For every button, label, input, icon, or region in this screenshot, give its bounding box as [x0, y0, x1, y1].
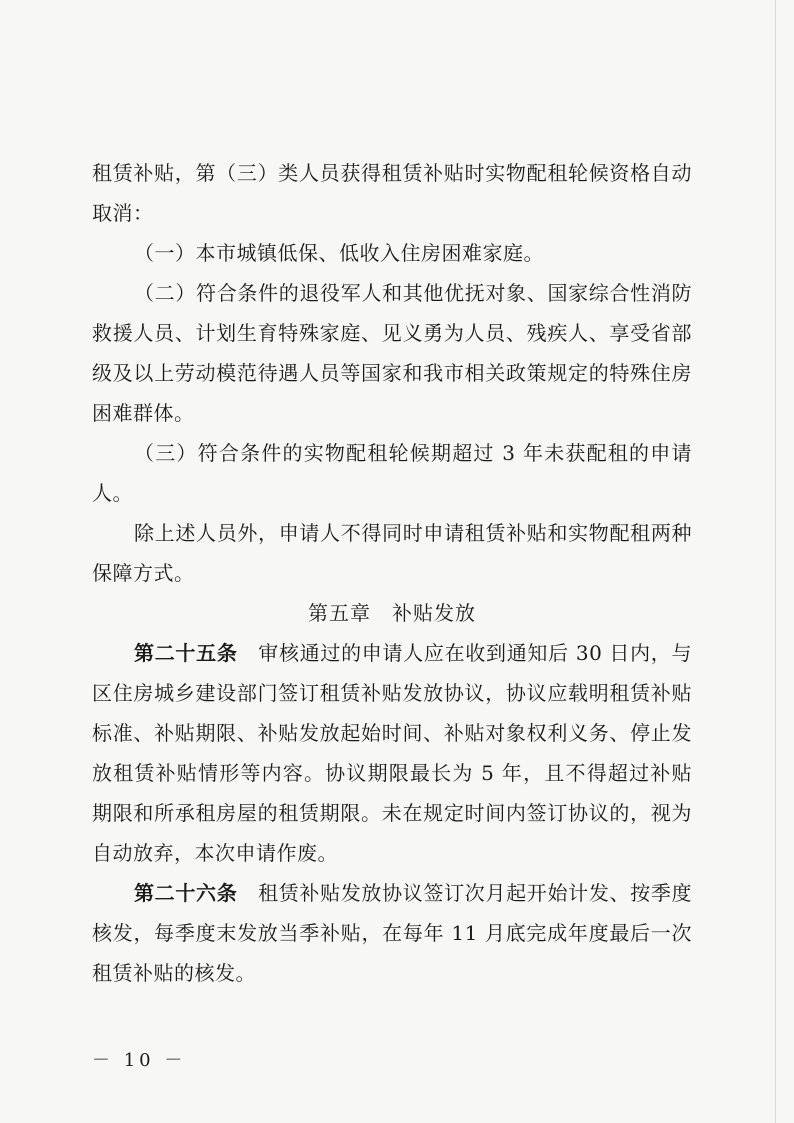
- paragraph-exclusion: 除上述人员外，申请人不得同时申请租赁补贴和实物配租两种保障方式。: [92, 521, 692, 585]
- scan-edge-line: [775, 0, 776, 1123]
- paragraph-item-2: （二）符合条件的退役军人和其他优抚对象、国家综合性消防救援人员、计划生育特殊家庭、见义勇为人员、残疾人、享受省部级及以上劳动模范待遇人员等国家和我市相关政策规定的特殊住房困难群体。: [92, 281, 692, 425]
- paragraph-continuation: 租赁补贴，第（三）类人员获得租赁补贴时实物配租轮候资格自动取消：: [92, 161, 692, 225]
- paragraph-item-1: （一）本市城镇低保、低收入住房困难家庭。: [134, 241, 544, 265]
- paragraph-item-3: （三）符合条件的实物配租轮候期超过 3 年未获配租的申请人。: [92, 441, 692, 505]
- article-25-text: 审核通过的申请人应在收到通知后 30 日内，与区住房城乡建设部门签订租赁补贴发放协议，协议应载明租赁补贴标准、补贴期限、补贴发放起始时间、补贴对象权利义务、停止发放租赁补贴情形等内容。协议期限最长为 5 年，且不得超过补贴期限和所承租房屋的租赁期限。未在规定时间内签订协议的，视为自动放弃，本次申请作废。: [92, 641, 693, 865]
- body-text: [92, 153, 692, 993]
- page-number: － 10 －: [92, 1050, 187, 1071]
- article-25-label: 第二十五条: [134, 641, 238, 665]
- article-26-text: 租赁补贴发放协议签订次月起开始计发、按季度核发，每季度末发放当季补贴，在每年 11 月底完成年度最后一次租赁补贴的核发。: [92, 881, 693, 985]
- article-25: [92, 633, 692, 873]
- chapter-title: 第五章 补贴发放: [308, 601, 476, 625]
- article-26-label: 第二十六条: [134, 881, 238, 905]
- article-26: [92, 873, 692, 993]
